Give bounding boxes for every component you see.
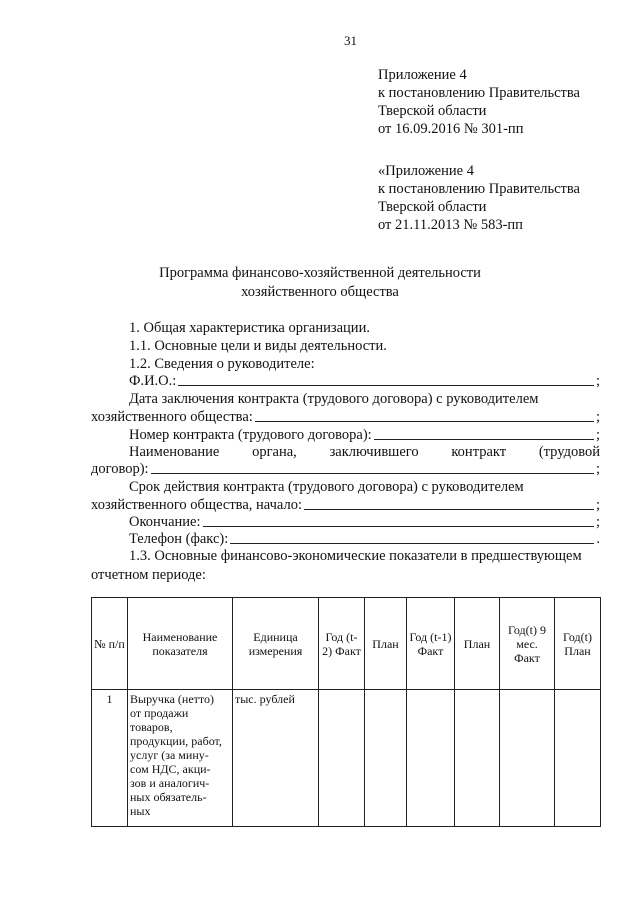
organ-word: (трудовой [538, 444, 600, 460]
field-terminator: ; [595, 409, 600, 425]
field-terminator: ; [595, 514, 600, 530]
field-terminator: ; [595, 427, 600, 443]
field-terminator: ; [595, 461, 600, 477]
contract-date-label-b: хозяйственного общества: [91, 409, 253, 425]
header-cell: Год (t-2) Факт [319, 598, 365, 690]
fio-field[interactable] [129, 372, 600, 390]
appendix-previous-line: Тверской области [378, 199, 487, 215]
document-title-line: Программа финансово-хозяйственной деятельности [159, 265, 481, 281]
organ-word: Наименование [129, 444, 220, 460]
term-label-a: Срок действия контракта (трудового договора) с руководителем [129, 479, 524, 495]
appendix-current-line: от 16.09.2016 № 301-пп [378, 121, 524, 137]
page-number: 31 [344, 33, 357, 48]
appendix-current-line: к постановлению Правительства [378, 85, 580, 101]
appendix-current-line: Тверской области [378, 103, 487, 119]
section-heading-1-1: 1.1. Основные цели и виды деятельности. [129, 338, 387, 354]
field-terminator: ; [595, 373, 600, 389]
header-cell: Год(t) План [555, 598, 601, 690]
value-cell[interactable] [319, 690, 365, 827]
section-heading-1: 1. Общая характеристика организации. [129, 320, 370, 336]
term-start-field[interactable] [91, 496, 600, 514]
row-number-cell: 1 [92, 690, 128, 827]
term-end-field[interactable] [129, 513, 600, 531]
phone-field[interactable] [129, 530, 600, 548]
phone-fill-line[interactable] [230, 542, 594, 544]
field-terminator: ; [595, 497, 600, 513]
header-cell: Наименование показателя [128, 598, 233, 690]
contract-date-label-line [129, 390, 600, 408]
document-title [0, 264, 640, 302]
value-cell[interactable] [555, 690, 601, 827]
term-start-fill-line[interactable] [304, 508, 594, 510]
value-cell[interactable] [455, 690, 500, 827]
table-row [92, 690, 601, 827]
appendix-previous-line: «Приложение 4 [378, 163, 474, 179]
section-heading-1-2: 1.2. Сведения о руководителе: [129, 356, 315, 372]
appendix-current-line: Приложение 4 [378, 67, 467, 83]
term-end-fill-line[interactable] [203, 525, 594, 527]
organ-word: контракт [451, 444, 507, 460]
header-cell: Единица измерения [233, 598, 319, 690]
contract-date-field[interactable] [91, 408, 600, 426]
header-cell: План [365, 598, 407, 690]
document-title-line: хозяйственного общества [241, 284, 399, 300]
header-cell: Год(t) 9 мес. Факт [500, 598, 555, 690]
appendix-previous-line: от 21.11.2013 № 583-пп [378, 217, 523, 233]
appendix-current [378, 66, 580, 138]
term-label-line [129, 478, 600, 496]
contract-date-fill-line[interactable] [255, 420, 594, 422]
term-label-b: хозяйственного общества, начало: [91, 497, 302, 513]
contract-number-field[interactable] [129, 426, 600, 444]
value-cell[interactable] [407, 690, 455, 827]
value-cell[interactable] [365, 690, 407, 827]
appendix-previous-line: к постановлению Правительства [378, 181, 580, 197]
organ-fill-line[interactable] [151, 472, 594, 474]
value-cell[interactable] [500, 690, 555, 827]
organ-field[interactable] [91, 460, 600, 478]
contract-number-fill-line[interactable] [374, 438, 594, 440]
header-cell: Год (t-1) Факт [407, 598, 455, 690]
indicators-table [91, 597, 601, 827]
organ-word: органа, [252, 444, 297, 460]
organ-label-b: договор): [91, 461, 149, 477]
organ-label-line [129, 443, 600, 461]
appendix-previous [378, 162, 580, 234]
indicator-name-cell: Выручка (нетто) от продажи товаров, продукции, работ, услуг (за мину- сом НДС, акци- зов и аналогич- ных обязатель- ных [128, 690, 233, 827]
contract-number-label: Номер контракта (трудового договора): [129, 427, 372, 443]
section-heading-1-3-cont: отчетном периоде: [91, 567, 206, 583]
fio-fill-line[interactable] [178, 384, 594, 386]
phone-label: Телефон (факс): [129, 531, 229, 547]
contract-date-label-a: Дата заключения контракта (трудового договора) с руководителем [129, 391, 539, 407]
term-end-label: Окончание: [129, 514, 201, 530]
unit-cell: тыс. рублей [233, 690, 319, 827]
fio-label: Ф.И.О.: [129, 373, 177, 389]
header-cell: № п/п [92, 598, 128, 690]
field-terminator: . [596, 531, 600, 547]
table-header-row [92, 598, 601, 690]
organ-word: заключившего [329, 444, 419, 460]
header-cell: План [455, 598, 500, 690]
section-heading-1-3: 1.3. Основные финансово-экономические показатели в предшествующем [129, 548, 582, 564]
